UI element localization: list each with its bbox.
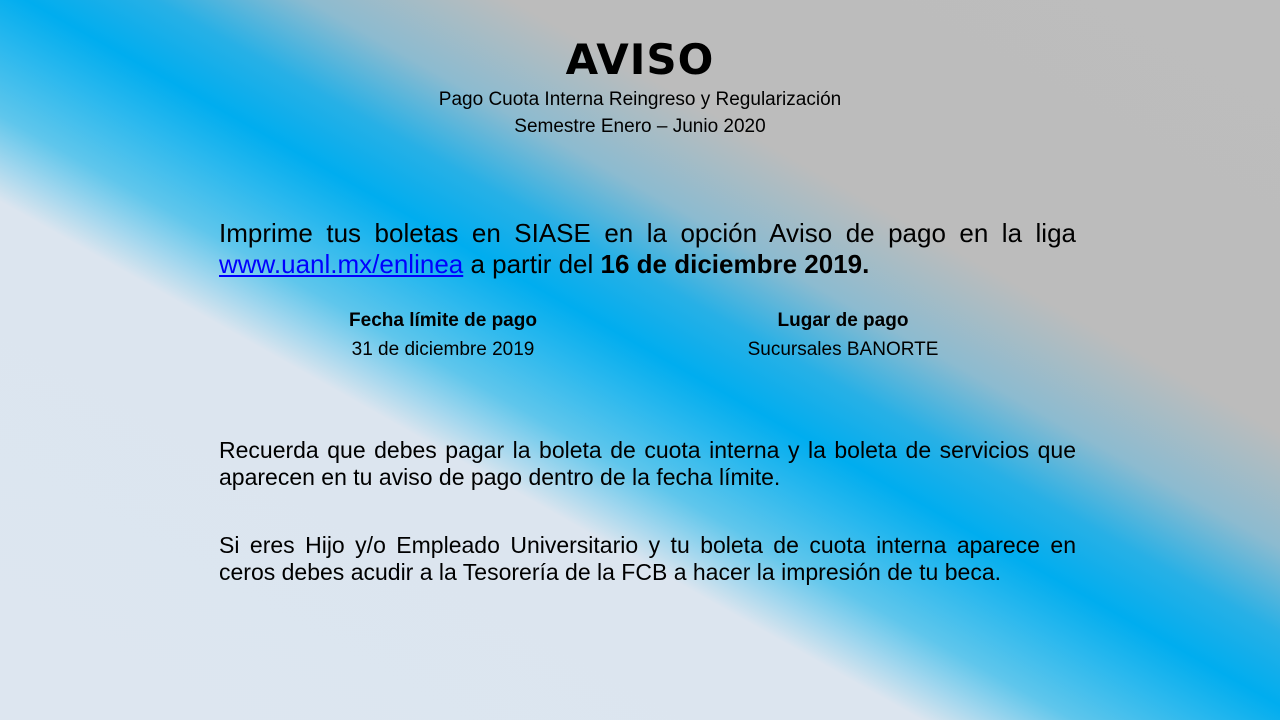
payment-place-label: Lugar de pago: [777, 310, 909, 331]
payment-place-block: [693, 306, 993, 364]
header: [0, 34, 1280, 140]
print-notice-from-text: a partir del: [463, 249, 601, 279]
subtitle-semester: Semestre Enero – Junio 2020: [514, 116, 766, 137]
payment-place-value: Sucursales BANORTE: [747, 339, 939, 360]
start-date: 16 de diciembre 2019.: [600, 249, 870, 279]
print-notice-paragraph: [219, 218, 1076, 280]
deadline-block: [293, 306, 593, 364]
subtitle-payment: Pago Cuota Interna Reingreso y Regularización: [438, 89, 842, 110]
scholarship-paragraph: Si eres Hijo y/o Empleado Universitario y tu boleta de cuota interna aparece en ceros debes acudir a la Tesorería de la FCB a hacer la impresión de tu beca.: [219, 532, 1076, 585]
reminder-paragraph: Recuerda que debes pagar la boleta de cuota interna y la boleta de servicios que aparecen en tu aviso de pago dentro de la fecha límite.: [219, 437, 1076, 490]
deadline-label: Fecha límite de pago: [349, 310, 537, 331]
deadline-value: 31 de diciembre 2019: [351, 339, 535, 360]
print-notice-text: Imprime tus boletas en SIASE en la opción Aviso de pago en la liga: [219, 218, 1076, 248]
page-title: AVISO: [565, 35, 715, 84]
enlinea-link[interactable]: www.uanl.mx/enlinea: [219, 249, 464, 279]
